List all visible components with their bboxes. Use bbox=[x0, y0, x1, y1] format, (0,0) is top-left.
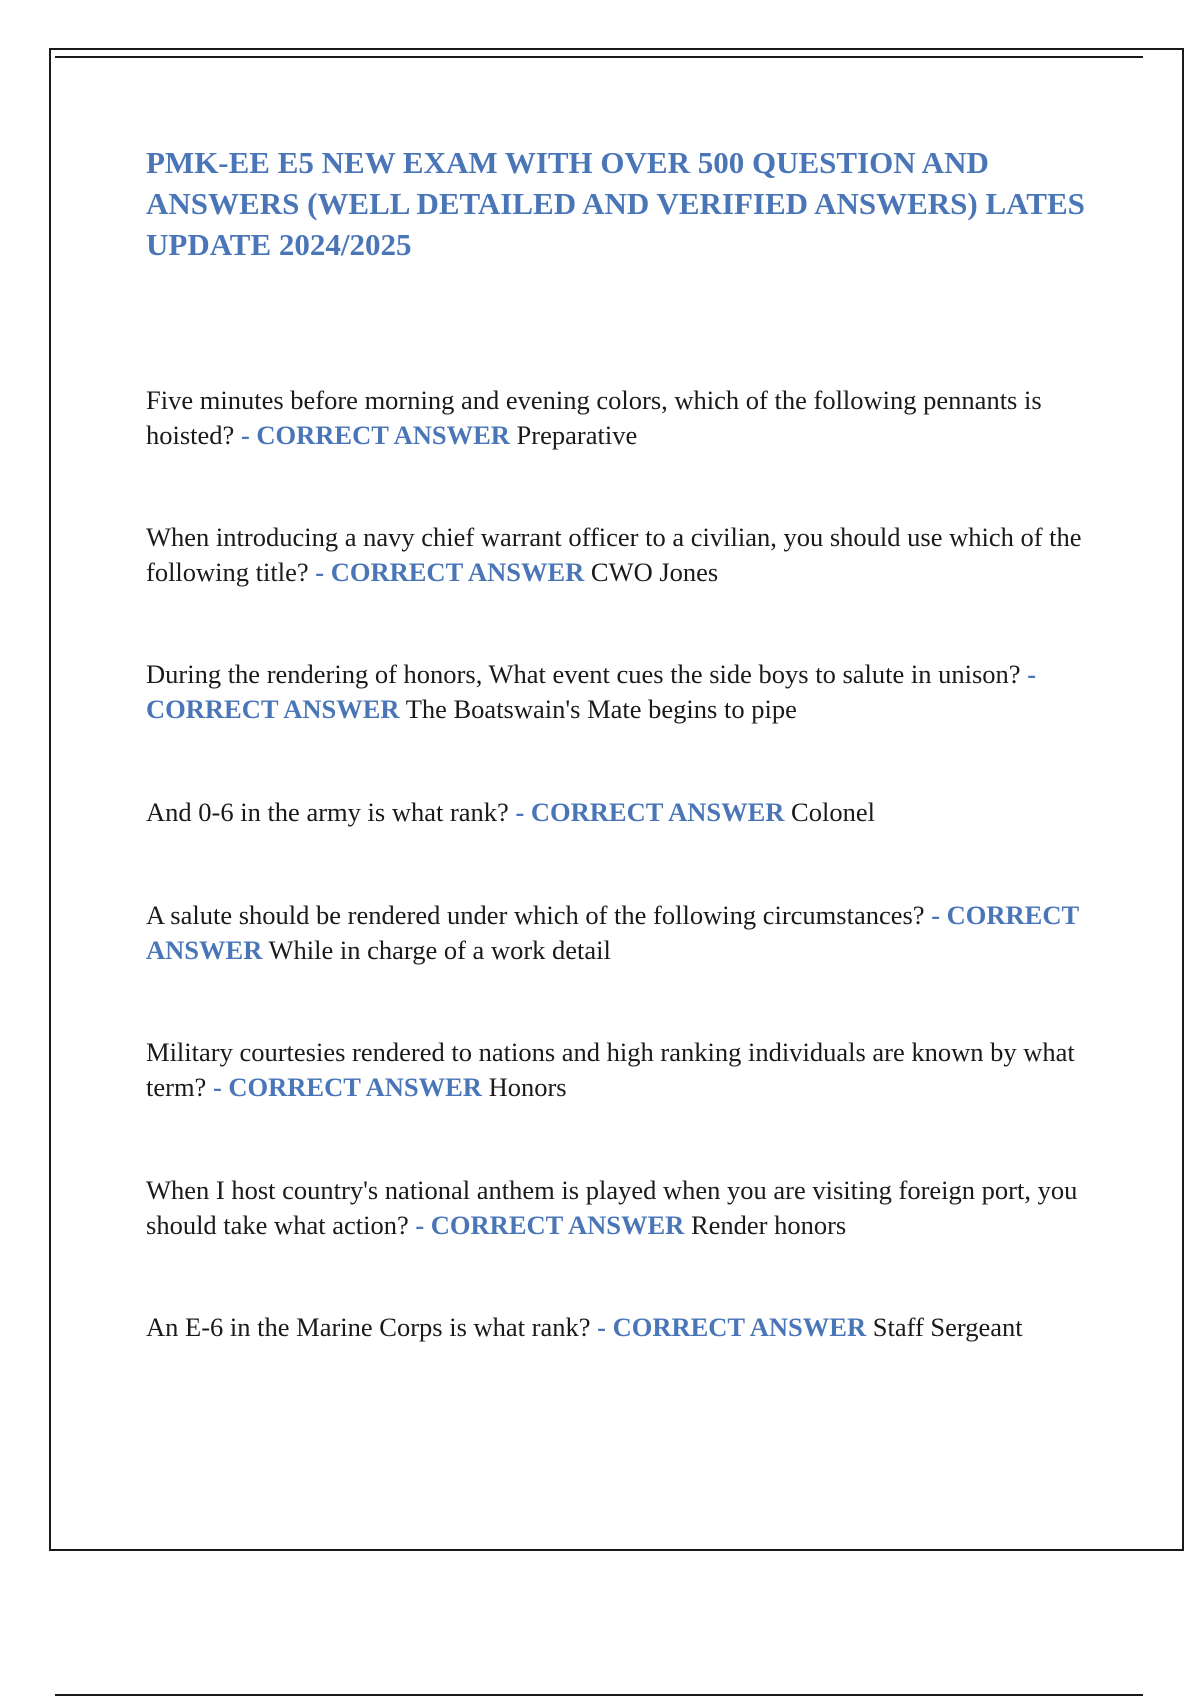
answer-text: CWO Jones bbox=[590, 557, 719, 587]
question-text: A salute should be rendered under which of the following circumstances? bbox=[146, 900, 925, 930]
question-text: Military courtesies rendered to nations and high ranking individuals are known by what term? bbox=[146, 1037, 1075, 1102]
qa-item bbox=[146, 1310, 1101, 1345]
question-text: When I host country's national anthem is played when you are visiting foreign port, you should take what action? bbox=[146, 1175, 1078, 1240]
question-text: During the rendering of honors, What event cues the side boys to salute in unison? bbox=[146, 659, 1021, 689]
correct-answer-marker: - CORRECT ANSWER bbox=[212, 1072, 482, 1102]
answer-text: While in charge of a work detail bbox=[268, 935, 611, 965]
question-text: And 0-6 in the army is what rank? bbox=[146, 797, 509, 827]
correct-answer-marker: - CORRECT ANSWER bbox=[515, 797, 785, 827]
qa-item bbox=[146, 1173, 1101, 1243]
qa-item bbox=[146, 795, 1101, 830]
correct-answer-marker: - CORRECT ANSWER bbox=[146, 659, 1037, 724]
top-divider bbox=[55, 56, 1143, 58]
qa-item bbox=[146, 657, 1101, 727]
correct-answer-marker: - CORRECT ANSWER bbox=[240, 420, 510, 450]
answer-text: Render honors bbox=[690, 1210, 847, 1240]
qa-item bbox=[146, 1035, 1101, 1105]
answer-text: Staff Sergeant bbox=[872, 1312, 1023, 1342]
correct-answer-marker: - CORRECT ANSWER bbox=[597, 1312, 867, 1342]
correct-answer-marker: - CORRECT ANSWER bbox=[315, 557, 585, 587]
question-text: An E-6 in the Marine Corps is what rank? bbox=[146, 1312, 591, 1342]
correct-answer-marker: - CORRECT ANSWER bbox=[146, 900, 1079, 965]
bottom-divider bbox=[55, 1694, 1143, 1696]
document-title: PMK-EE E5 NEW EXAM WITH OVER 500 QUESTION AND ANSWERS (WELL DETAILED AND VERIFIED ANSWERS) LATES UPDATE 2024/2025 bbox=[146, 145, 1085, 262]
qa-item bbox=[146, 383, 1101, 453]
question-text: Five minutes before morning and evening colors, which of the following pennants is hoisted? bbox=[146, 385, 1042, 450]
answer-text: Preparative bbox=[516, 420, 638, 450]
qa-item bbox=[146, 520, 1101, 590]
answer-text: Colonel bbox=[791, 797, 875, 827]
qa-item bbox=[146, 898, 1101, 968]
answer-text: The Boatswain's Mate begins to pipe bbox=[405, 694, 797, 724]
correct-answer-marker: - CORRECT ANSWER bbox=[415, 1210, 685, 1240]
question-text: When introducing a navy chief warrant officer to a civilian, you should use which of the following title? bbox=[146, 522, 1082, 587]
answer-text: Honors bbox=[488, 1072, 567, 1102]
